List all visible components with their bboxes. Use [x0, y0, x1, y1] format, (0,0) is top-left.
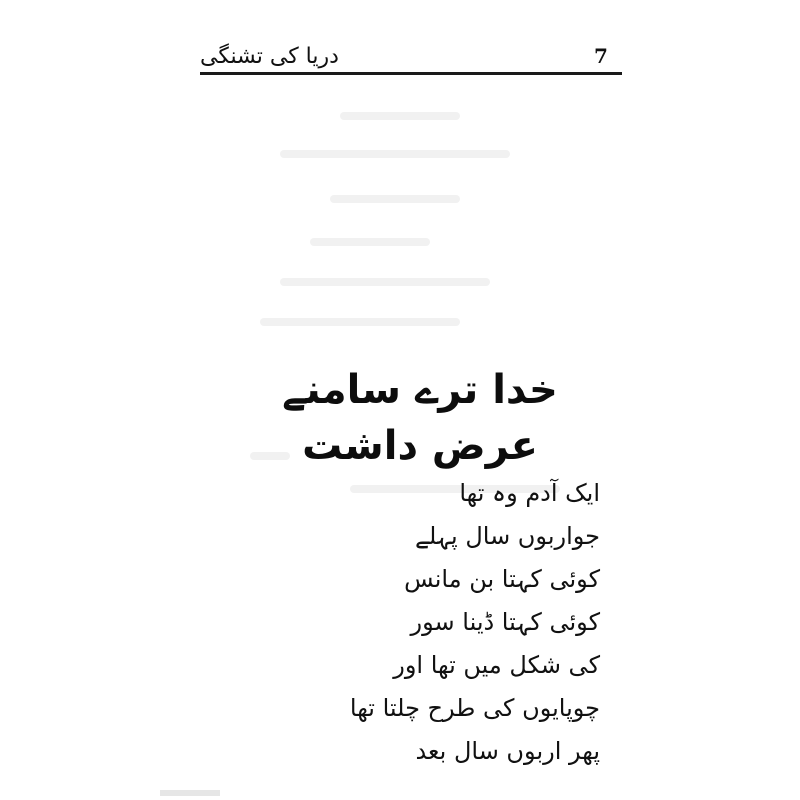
ghost-line — [310, 238, 430, 246]
verse-line: چوپایوں کی طرح چلتا تھا — [349, 694, 600, 722]
verse-line: کوئی کہتا بن مانس — [404, 565, 600, 593]
running-head-title: دریا کی تشنگی — [200, 44, 339, 69]
verse-line: پھر اربوں سال بعد — [415, 737, 600, 765]
verse-list — [350, 472, 600, 773]
page-number: 7 — [594, 44, 608, 68]
ghost-line — [280, 150, 510, 158]
scan-smudge — [160, 790, 220, 796]
ghost-line — [260, 318, 460, 326]
verse-line: کی شکل میں تھا اور — [393, 651, 600, 679]
ghost-line — [340, 112, 460, 120]
verse-line: کوئی کہتا ڈینا سور — [410, 608, 600, 636]
ghost-line — [280, 278, 490, 286]
poem-title: خدا ترے سامنے عرض داشت — [282, 367, 558, 469]
verse-line: ایک آدم وہ تھا — [459, 479, 600, 507]
verse-line: جواربوں سال پہلے — [414, 522, 600, 550]
ghost-line — [330, 195, 460, 203]
header-rule — [200, 72, 622, 75]
